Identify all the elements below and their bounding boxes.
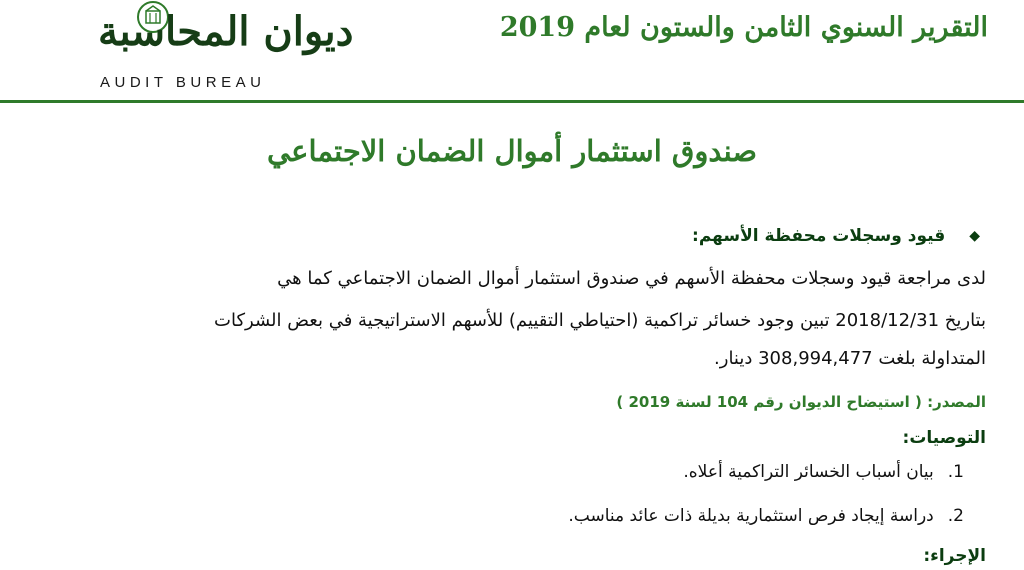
recommendation-item bbox=[568, 506, 964, 526]
source-note: المصدر: ( استيضاح الديوان رقم 104 لسنة 2019 ) bbox=[616, 393, 986, 411]
paragraph-line: المتداولة بلغت 308,994,477 دينار. bbox=[714, 348, 986, 369]
action-label: الإجراء: bbox=[923, 546, 986, 566]
paragraph-line: لدى مراجعة قيود وسجلات محفظة الأسهم في صندوق استثمار أموال الضمان الاجتماعي كما هي bbox=[277, 268, 986, 289]
recommendations-label: التوصيات: bbox=[902, 428, 986, 448]
subheading bbox=[692, 226, 980, 246]
header-divider bbox=[0, 100, 1024, 103]
logo-script: ديوان المحاسبة bbox=[98, 8, 354, 55]
item-text: بيان أسباب الخسائر التراكمية أعلاه. bbox=[683, 462, 934, 482]
item-number: 2. bbox=[947, 506, 964, 526]
paragraph-line: بتاريخ 2018/12/31 تبين وجود خسائر تراكمية (احتياطي التقييم) للأسهم الاستراتيجية في بعض الشركات bbox=[214, 310, 986, 331]
item-text: دراسة إيجاد فرص استثمارية بديلة ذات عائد مناسب. bbox=[568, 506, 934, 526]
logo-text: AUDIT BUREAU bbox=[100, 74, 266, 91]
subheading-text: قيود وسجلات محفظة الأسهم: bbox=[692, 226, 946, 246]
recommendation-item bbox=[683, 462, 964, 482]
section-title: صندوق استثمار أموال الضمان الاجتماعي bbox=[267, 134, 757, 168]
report-title: التقرير السنوي الثامن والستون لعام 2019 bbox=[499, 12, 988, 43]
audit-bureau-logo bbox=[92, 0, 354, 96]
diamond-bullet-icon: ◆ bbox=[969, 228, 980, 244]
item-number: 1. bbox=[947, 462, 964, 482]
